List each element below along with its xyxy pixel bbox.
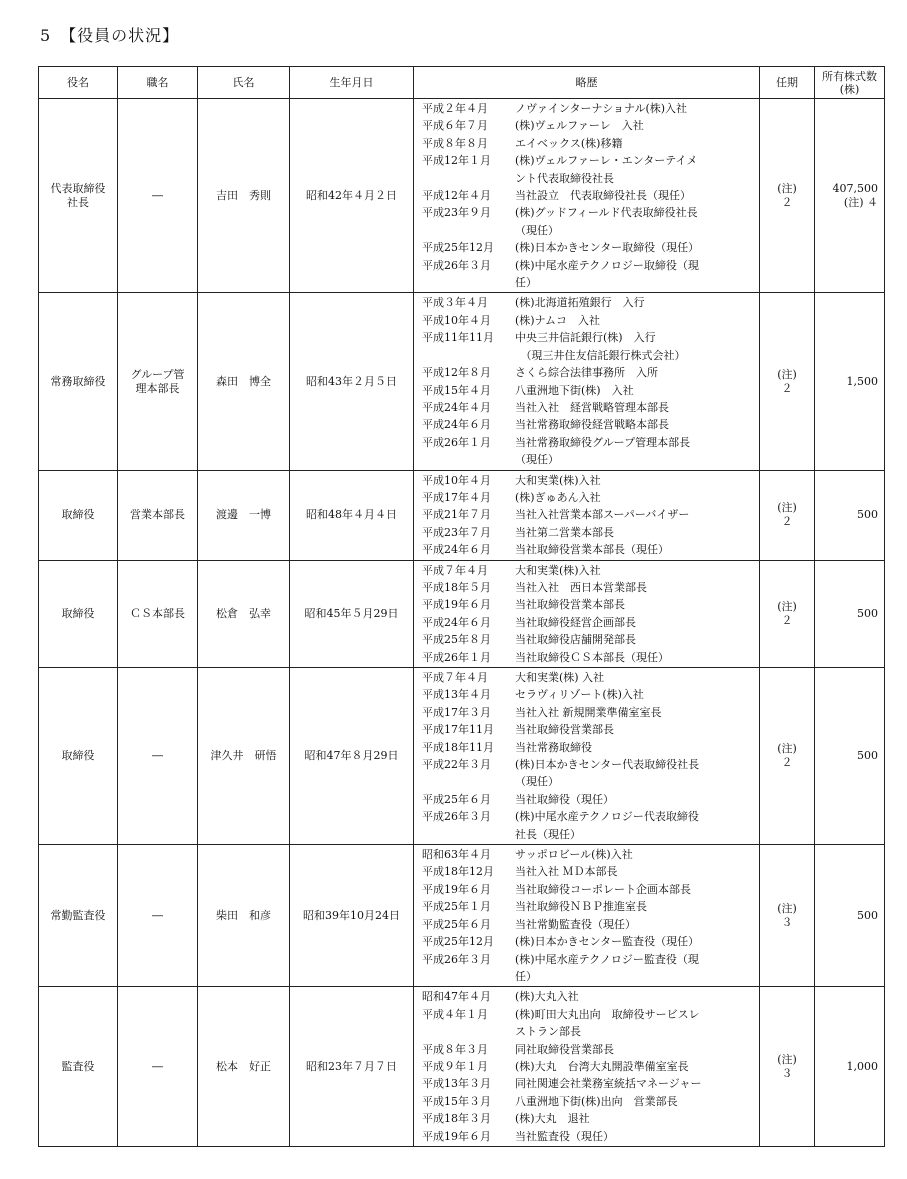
career-entry (422, 704, 755, 721)
career-date: 平成26年３月 (422, 258, 491, 272)
career-text: 当社取締役（現任） (515, 792, 614, 806)
officer-role: ― (118, 845, 198, 987)
career-entry (422, 239, 755, 256)
career-entry (422, 541, 755, 558)
career-entry (422, 739, 755, 756)
career-date: 平成17年３月 (422, 705, 491, 719)
career-text: (株)日本かきセンター取締役（現任） (515, 241, 700, 255)
career-text: 同社関連会社業務室統括マネージャー (515, 1077, 702, 1091)
officer-row (39, 560, 885, 667)
career-date: 平成９年１月 (422, 1059, 488, 1073)
officer-birth: 昭和48年４月４日 (290, 470, 414, 560)
officer-term: (注) ３ (760, 845, 815, 987)
career-date: 平成12年８月 (422, 366, 491, 380)
career-text: 当社取締役コーポレート企画本部長 (515, 882, 691, 896)
career-text: (株)ヴェルファーレ・エンターテイメ ント代表取締役社長 (515, 154, 698, 185)
career-text: 八重洲地下街(株) 入社 (515, 383, 634, 397)
career-text: 当社常務取締役 (515, 740, 592, 754)
officer-name: 柴田 和彦 (198, 845, 290, 987)
career-text: 大和実業(株) 入社 (515, 671, 605, 684)
career-entry (422, 721, 755, 738)
officer-name: 森田 博全 (198, 293, 290, 470)
career-entry (422, 434, 755, 469)
header-position: 役名 (39, 67, 118, 99)
officer-position: 取締役 (39, 668, 118, 845)
career-text: 八重洲地下街(株)出向 営業部長 (515, 1094, 678, 1108)
career-entry (422, 294, 755, 311)
career-entry (422, 846, 755, 863)
career-entry (422, 579, 755, 596)
career-date: 平成11年11月 (422, 331, 494, 345)
career-entry (422, 187, 755, 204)
officer-term: (注) ２ (760, 293, 815, 470)
career-text: 当社入社 西日本営業部長 (515, 580, 647, 594)
header-shares: 所有株式数 (株) (815, 67, 885, 99)
career-entry (422, 562, 755, 579)
officer-career (414, 99, 760, 293)
career-date: 平成25年６月 (422, 917, 491, 931)
header-row (39, 67, 885, 99)
officer-role: ― (118, 987, 198, 1147)
career-date: 平成15年３月 (422, 1094, 491, 1108)
officer-birth: 昭和43年２月５日 (290, 293, 414, 470)
career-entry (422, 933, 755, 950)
officer-birth: 昭和45年５月29日 (290, 560, 414, 667)
career-entry (422, 686, 755, 703)
career-date: 平成19年６月 (422, 598, 491, 612)
officer-position: 常勤監査役 (39, 845, 118, 987)
career-date: 平成25年８月 (422, 633, 491, 647)
career-text: 大和実業(株)入社 (515, 563, 601, 577)
career-date: 平成25年１月 (422, 900, 491, 914)
career-text: (株)中尾水産テクノロジー取締役（現 任） (515, 258, 699, 290)
officer-name: 津久井 研悟 (198, 668, 290, 845)
career-entry (422, 100, 755, 117)
officer-term: (注) ２ (760, 99, 815, 293)
career-text: (株)北海道拓殖銀行 入行 (515, 296, 645, 310)
career-date: 昭和63年４月 (422, 848, 491, 862)
officer-position: 取締役 (39, 470, 118, 560)
career-date: 平成４年１月 (422, 1007, 488, 1021)
officer-position: 常務取締役 (39, 293, 118, 470)
career-date: 平成24年６月 (422, 418, 491, 432)
officer-career (414, 293, 760, 470)
career-entry (422, 791, 755, 808)
header-term: 任期 (760, 67, 815, 99)
officer-row (39, 293, 885, 470)
career-date: 平成24年６月 (422, 543, 491, 557)
career-entry (422, 364, 755, 381)
career-date: 平成10年４月 (422, 473, 491, 487)
career-text: (株)ナムコ 入社 (515, 313, 601, 327)
officer-term: (注) ２ (760, 668, 815, 845)
officer-row (39, 845, 885, 987)
career-entry (422, 1041, 755, 1058)
officer-row (39, 668, 885, 845)
career-text: 当社入社営業本部スーパーバイザー (515, 508, 690, 522)
career-entry (422, 204, 755, 239)
officer-birth: 昭和42年４月２日 (290, 99, 414, 293)
officer-career (414, 560, 760, 667)
officer-role: グループ管 理本部長 (118, 293, 198, 470)
career-entry (422, 312, 755, 329)
officer-shares: 500 (815, 560, 885, 667)
officer-birth: 昭和47年８月29日 (290, 668, 414, 845)
officer-term: (注) ２ (760, 560, 815, 667)
career-entry (422, 524, 755, 541)
header-name: 氏名 (198, 67, 290, 99)
career-entry (422, 1006, 755, 1041)
officer-role: ― (118, 99, 198, 293)
career-date: 平成３年４月 (422, 296, 488, 310)
career-date: 平成26年３月 (422, 952, 491, 966)
career-entry (422, 489, 755, 506)
career-entry (422, 649, 755, 666)
career-text: 当社常務取締役経営戦略本部長 (515, 418, 669, 432)
career-text: 当社監査役（現任） (515, 1129, 614, 1143)
career-date: 平成19年６月 (422, 1129, 491, 1143)
career-text: (株)日本かきセンター代表取締役社長 （現任） (515, 758, 700, 789)
career-entry (422, 329, 755, 364)
career-text: 当社入社 経営戦略管理本部長 (515, 400, 669, 414)
career-entry (422, 756, 755, 791)
career-entry (422, 898, 755, 915)
career-text: (株)日本かきセンター監査役（現任） (515, 935, 700, 949)
career-date: 平成10年４月 (422, 313, 491, 327)
officer-birth: 昭和23年７月７日 (290, 987, 414, 1147)
career-entry (422, 135, 755, 152)
career-entry (422, 416, 755, 433)
career-text: (株)グッドフィールド代表取締役社長 （現任） (515, 206, 698, 237)
career-text: 当社取締役経営企画部長 (515, 615, 636, 629)
officer-career (414, 987, 760, 1147)
officer-name: 吉田 秀則 (198, 99, 290, 293)
career-date: 平成15年４月 (422, 383, 491, 397)
career-date: 平成18年12月 (422, 865, 494, 879)
career-date: 平成25年12月 (422, 241, 494, 255)
career-date: 平成18年３月 (422, 1112, 491, 1126)
career-date: 平成19年６月 (422, 882, 491, 896)
career-text: 当社取締役店舗開発部長 (515, 633, 636, 647)
career-entry (422, 881, 755, 898)
officer-name: 渡邊 一博 (198, 470, 290, 560)
career-text: サッポロビール(株)入社 (515, 848, 633, 862)
career-entry (422, 382, 755, 399)
career-text: 当社取締役営業部長 (515, 723, 614, 737)
career-entry (422, 916, 755, 933)
career-text: 当社常勤監査役（現任） (515, 917, 636, 931)
officer-term: (注) ３ (760, 987, 815, 1147)
officer-row (39, 470, 885, 560)
officer-shares: 500 (815, 668, 885, 845)
officers-table (38, 66, 885, 1147)
career-entry (422, 808, 755, 843)
career-entry (422, 1128, 755, 1145)
career-entry (422, 506, 755, 523)
officer-birth: 昭和39年10月24日 (290, 845, 414, 987)
officer-shares: 407,500 (注) ４ (815, 99, 885, 293)
career-date: 平成８年８月 (422, 136, 488, 150)
section-title: 5 【役員の状況】 (40, 26, 180, 45)
career-date: 平成24年４月 (422, 400, 491, 414)
career-entry (422, 951, 755, 986)
career-entry (422, 1093, 755, 1110)
career-text: 当社取締役ＣＳ本部長（現任） (515, 650, 669, 664)
career-text: 同社取締役営業部長 (515, 1042, 614, 1056)
officer-career (414, 845, 760, 987)
career-date: 平成25年６月 (422, 792, 491, 806)
career-text: (株)ぎゅあん入社 (515, 490, 601, 504)
career-entry (422, 596, 755, 613)
career-date: 平成24年６月 (422, 615, 491, 629)
career-text: (株)大丸 台湾大丸開設準備室室長 (515, 1059, 689, 1073)
career-text: 当社設立 代表取締役社長（現任） (515, 189, 691, 203)
career-date: 平成22年３月 (422, 758, 491, 772)
career-text: (株)ヴェルファーレ 入社 (515, 119, 644, 133)
officer-shares: 1,500 (815, 293, 885, 470)
officer-career (414, 470, 760, 560)
career-date: 平成26年１月 (422, 435, 491, 449)
career-text: 当社取締役ＮＢＰ推進室長 (515, 900, 647, 914)
officer-shares: 1,000 (815, 987, 885, 1147)
career-text: 当社第二営業本部長 (515, 525, 614, 539)
career-entry (422, 669, 755, 686)
header-career: 略歴 (414, 67, 760, 99)
career-text: (株)大丸入社 (515, 990, 579, 1004)
career-date: 平成18年11月 (422, 740, 494, 754)
header-birth: 生年月日 (290, 67, 414, 99)
career-date: 平成17年４月 (422, 490, 491, 504)
career-text: (株)中尾水産テクノロジー監査役（現 任） (515, 952, 699, 983)
officer-name: 松倉 弘幸 (198, 560, 290, 667)
career-text: ノヴァインターナショナル(株)入社 (515, 102, 688, 115)
career-entry (422, 152, 755, 187)
career-entry (422, 631, 755, 648)
career-entry (422, 117, 755, 134)
career-date: 平成６年７月 (422, 119, 488, 133)
career-date: 昭和47年４月 (422, 990, 491, 1004)
career-entry (422, 257, 755, 292)
career-entry (422, 399, 755, 416)
career-text: 当社入社 新規開業準備室室長 (515, 705, 662, 719)
career-text: (株)町田大丸出向 取締役サービスレ ストラン部長 (515, 1007, 700, 1039)
officer-role: ― (118, 668, 198, 845)
officer-career (414, 668, 760, 845)
officer-name: 松本 好正 (198, 987, 290, 1147)
career-date: 平成８年３月 (422, 1042, 488, 1056)
career-entry (422, 472, 755, 489)
career-entry (422, 1058, 755, 1075)
career-text: (株)中尾水産テクノロジー代表取締役 社長（現任） (515, 810, 699, 841)
career-entry (422, 1110, 755, 1127)
career-date: 平成７年４月 (422, 671, 488, 684)
career-entry (422, 614, 755, 631)
officer-term: (注) ２ (760, 470, 815, 560)
career-date: 平成12年４月 (422, 189, 491, 203)
career-text: 大和実業(株)入社 (515, 473, 601, 487)
officer-row (39, 987, 885, 1147)
career-text: エイベックス(株)移籍 (515, 136, 623, 150)
officer-row (39, 99, 885, 293)
career-text: 当社入社 ＭＤ本部長 (515, 865, 618, 879)
career-text: 当社常務取締役グループ管理本部長 （現任） (515, 435, 691, 467)
officer-position: 監査役 (39, 987, 118, 1147)
career-date: 平成21年７月 (422, 508, 491, 522)
career-date: 平成13年３月 (422, 1077, 491, 1091)
career-date: 平成25年12月 (422, 935, 494, 949)
officer-role: 営業本部長 (118, 470, 198, 560)
career-date: 平成23年９月 (422, 206, 491, 220)
officer-shares: 500 (815, 470, 885, 560)
officer-shares: 500 (815, 845, 885, 987)
officer-role: ＣＳ本部長 (118, 560, 198, 667)
career-text: (株)大丸 退社 (515, 1112, 590, 1126)
career-date: 平成17年11月 (422, 723, 494, 737)
officer-position: 取締役 (39, 560, 118, 667)
career-text: セラヴィリゾート(株)入社 (515, 688, 644, 702)
career-entry (422, 863, 755, 880)
career-entry (422, 988, 755, 1005)
career-date: 平成７年４月 (422, 563, 488, 577)
career-entry (422, 1075, 755, 1092)
career-date: 平成26年１月 (422, 650, 491, 664)
career-date: 平成18年５月 (422, 580, 491, 594)
header-role: 職名 (118, 67, 198, 99)
career-text: 中央三井信託銀行(株) 入行 （現三井住友信託銀行株式会社） (515, 331, 686, 362)
career-date: 平成13年４月 (422, 688, 491, 702)
career-text: 当社取締役営業本部長 (515, 598, 625, 612)
career-date: 平成26年３月 (422, 810, 491, 824)
career-text: さくら綜合法律事務所 入所 (515, 366, 658, 380)
career-date: 平成12年１月 (422, 154, 491, 168)
career-date: 平成23年７月 (422, 525, 491, 539)
career-text: 当社取締役営業本部長（現任） (515, 543, 669, 557)
officer-position: 代表取締役 社長 (39, 99, 118, 293)
career-date: 平成２年４月 (422, 102, 488, 115)
